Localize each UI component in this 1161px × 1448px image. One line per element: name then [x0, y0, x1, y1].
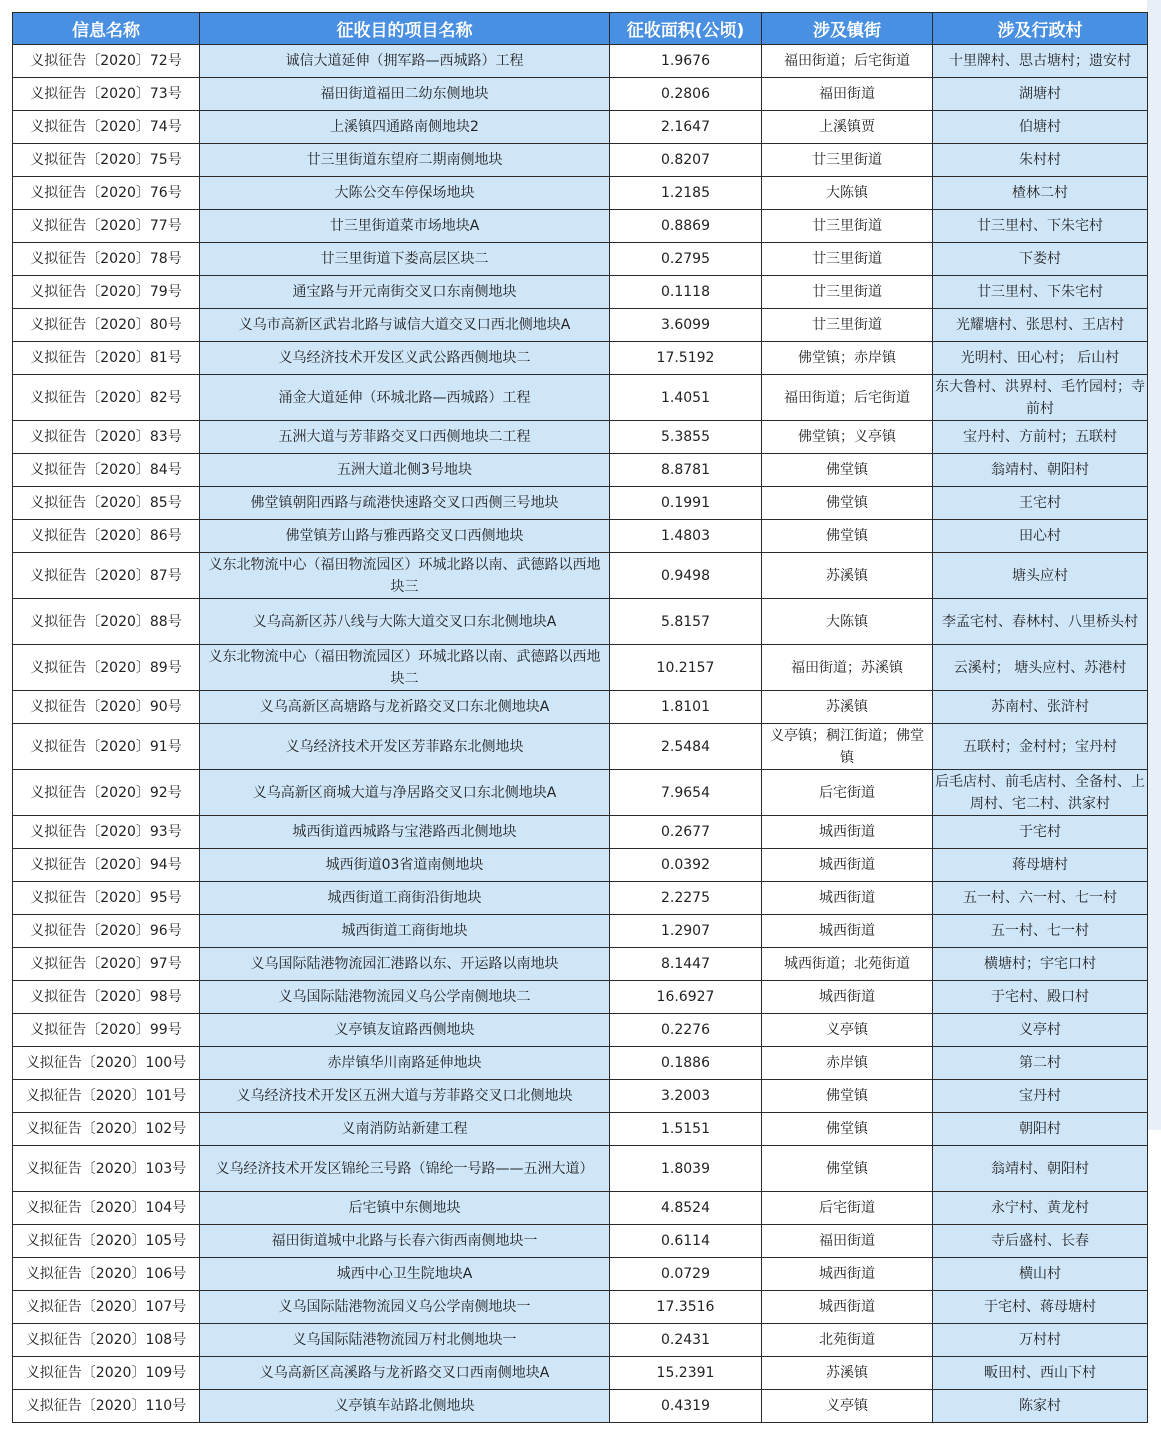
village-cell: 苏南村、张浒村	[933, 691, 1148, 724]
info-cell: 义拟征告〔2020〕104号	[13, 1192, 200, 1225]
area-cell: 5.3855	[610, 421, 762, 454]
town-cell: 佛堂镇；义亭镇	[762, 421, 933, 454]
header-area: 征收面积(公顷)	[610, 13, 762, 45]
table-row	[13, 1225, 1148, 1258]
table-row	[13, 487, 1148, 520]
area-cell: 0.2276	[610, 1014, 762, 1047]
town-cell: 廿三里街道	[762, 144, 933, 177]
area-cell: 7.9654	[610, 770, 762, 816]
village-cell: 朝阳村	[933, 1113, 1148, 1146]
table-row	[13, 45, 1148, 78]
info-cell: 义拟征告〔2020〕86号	[13, 520, 200, 553]
info-cell: 义拟征告〔2020〕98号	[13, 981, 200, 1014]
town-cell: 城西街道	[762, 981, 933, 1014]
area-cell: 0.1991	[610, 487, 762, 520]
table-row	[13, 553, 1148, 599]
info-cell: 义拟征告〔2020〕83号	[13, 421, 200, 454]
table-row	[13, 309, 1148, 342]
town-cell: 赤岸镇	[762, 1047, 933, 1080]
table-row	[13, 1113, 1148, 1146]
info-cell: 义拟征告〔2020〕72号	[13, 45, 200, 78]
town-cell: 城西街道	[762, 882, 933, 915]
town-cell: 城西街道	[762, 849, 933, 882]
info-cell: 义拟征告〔2020〕76号	[13, 177, 200, 210]
table-row	[13, 342, 1148, 375]
area-cell: 0.4319	[610, 1390, 762, 1423]
info-cell: 义拟征告〔2020〕91号	[13, 724, 200, 770]
area-cell: 1.4803	[610, 520, 762, 553]
info-cell: 义拟征告〔2020〕80号	[13, 309, 200, 342]
table-row	[13, 421, 1148, 454]
table-row	[13, 645, 1148, 691]
land-acquisition-table	[12, 12, 1148, 1423]
table-row	[13, 948, 1148, 981]
project-cell: 上溪镇四通路南侧地块2	[200, 111, 610, 144]
info-cell: 义拟征告〔2020〕78号	[13, 243, 200, 276]
area-cell: 15.2391	[610, 1357, 762, 1390]
town-cell: 城西街道	[762, 1258, 933, 1291]
table-row	[13, 454, 1148, 487]
village-cell: 后毛店村、前毛店村、全备村、上周村、宅二村、洪家村	[933, 770, 1148, 816]
village-cell: 宝丹村	[933, 1080, 1148, 1113]
project-cell: 义南消防站新建工程	[200, 1113, 610, 1146]
area-cell: 4.8524	[610, 1192, 762, 1225]
info-cell: 义拟征告〔2020〕89号	[13, 645, 200, 691]
town-cell: 廿三里街道	[762, 309, 933, 342]
table-row	[13, 210, 1148, 243]
table-row	[13, 1192, 1148, 1225]
area-cell: 0.2806	[610, 78, 762, 111]
area-cell: 1.8101	[610, 691, 762, 724]
village-cell: 畈田村、西山下村	[933, 1357, 1148, 1390]
table-body	[13, 45, 1148, 1423]
village-cell: 廿三里村、下朱宅村	[933, 276, 1148, 309]
area-cell: 1.8039	[610, 1146, 762, 1192]
project-cell: 义乌经济技术开发区芳菲路东北侧地块	[200, 724, 610, 770]
project-cell: 城西街道工商街沿街地块	[200, 882, 610, 915]
table-row	[13, 520, 1148, 553]
village-cell: 第二村	[933, 1047, 1148, 1080]
info-cell: 义拟征告〔2020〕110号	[13, 1390, 200, 1423]
town-cell: 福田街道；苏溪镇	[762, 645, 933, 691]
info-cell: 义拟征告〔2020〕81号	[13, 342, 200, 375]
village-cell: 宝丹村、方前村；五联村	[933, 421, 1148, 454]
village-cell: 永宁村、黄龙村	[933, 1192, 1148, 1225]
area-cell: 2.5484	[610, 724, 762, 770]
town-cell: 城西街道；北苑街道	[762, 948, 933, 981]
village-cell: 五一村、六一村、七一村	[933, 882, 1148, 915]
project-cell: 后宅镇中东侧地块	[200, 1192, 610, 1225]
info-cell: 义拟征告〔2020〕94号	[13, 849, 200, 882]
area-cell: 1.9676	[610, 45, 762, 78]
village-cell: 塘头应村	[933, 553, 1148, 599]
info-cell: 义拟征告〔2020〕102号	[13, 1113, 200, 1146]
info-cell: 义拟征告〔2020〕99号	[13, 1014, 200, 1047]
village-cell: 于宅村、殿口村	[933, 981, 1148, 1014]
project-cell: 五洲大道北侧3号地块	[200, 454, 610, 487]
village-cell: 光耀塘村、张思村、王店村	[933, 309, 1148, 342]
info-cell: 义拟征告〔2020〕84号	[13, 454, 200, 487]
info-cell: 义拟征告〔2020〕108号	[13, 1324, 200, 1357]
project-cell: 廿三里街道东望府二期南侧地块	[200, 144, 610, 177]
info-cell: 义拟征告〔2020〕74号	[13, 111, 200, 144]
area-cell: 0.0729	[610, 1258, 762, 1291]
town-cell: 福田街道	[762, 78, 933, 111]
village-cell: 义亭村	[933, 1014, 1148, 1047]
project-cell: 城西街道工商街地块	[200, 915, 610, 948]
project-cell: 城西街道西城路与宝港路西北侧地块	[200, 816, 610, 849]
village-cell: 寺后盛村、长春	[933, 1225, 1148, 1258]
town-cell: 佛堂镇；赤岸镇	[762, 342, 933, 375]
background-strip	[1147, 0, 1161, 1130]
table-row	[13, 78, 1148, 111]
village-cell: 蒋母塘村	[933, 849, 1148, 882]
town-cell: 后宅街道	[762, 770, 933, 816]
project-cell: 义乌高新区苏八线与大陈大道交叉口东北侧地块A	[200, 599, 610, 645]
project-cell: 义乌高新区高塘路与龙祈路交叉口东北侧地块A	[200, 691, 610, 724]
town-cell: 佛堂镇	[762, 454, 933, 487]
village-cell: 万村村	[933, 1324, 1148, 1357]
header-project-name: 征收目的项目名称	[200, 13, 610, 45]
info-cell: 义拟征告〔2020〕103号	[13, 1146, 200, 1192]
header-village: 涉及行政村	[933, 13, 1148, 45]
village-cell: 王宅村	[933, 487, 1148, 520]
town-cell: 城西街道	[762, 1291, 933, 1324]
info-cell: 义拟征告〔2020〕88号	[13, 599, 200, 645]
table-row	[13, 1047, 1148, 1080]
table-row	[13, 691, 1148, 724]
town-cell: 上溪镇贾	[762, 111, 933, 144]
project-cell: 义亭镇车站路北侧地块	[200, 1390, 610, 1423]
town-cell: 大陈镇	[762, 599, 933, 645]
project-cell: 义乌市高新区武岩北路与诚信大道交叉口西北侧地块A	[200, 309, 610, 342]
area-cell: 3.6099	[610, 309, 762, 342]
table-row	[13, 816, 1148, 849]
table-row	[13, 1146, 1148, 1192]
town-cell: 北苑街道	[762, 1324, 933, 1357]
village-cell: 于宅村、蒋母塘村	[933, 1291, 1148, 1324]
town-cell: 义亭镇	[762, 1014, 933, 1047]
table-row	[13, 770, 1148, 816]
project-cell: 五洲大道与芳菲路交叉口西侧地块二工程	[200, 421, 610, 454]
area-cell: 0.8207	[610, 144, 762, 177]
village-cell: 田心村	[933, 520, 1148, 553]
area-cell: 0.1886	[610, 1047, 762, 1080]
area-cell: 2.2275	[610, 882, 762, 915]
table-row	[13, 276, 1148, 309]
village-cell: 李孟宅村、春林村、八里桥头村	[933, 599, 1148, 645]
info-cell: 义拟征告〔2020〕82号	[13, 375, 200, 421]
project-cell: 义乌高新区商城大道与净居路交叉口东北侧地块A	[200, 770, 610, 816]
village-cell: 五一村、七一村	[933, 915, 1148, 948]
project-cell: 福田街道福田二幼东侧地块	[200, 78, 610, 111]
area-cell: 0.9498	[610, 553, 762, 599]
info-cell: 义拟征告〔2020〕85号	[13, 487, 200, 520]
village-cell: 于宅村	[933, 816, 1148, 849]
info-cell: 义拟征告〔2020〕75号	[13, 144, 200, 177]
town-cell: 福田街道；后宅街道	[762, 45, 933, 78]
project-cell: 诚信大道延伸（拥军路—西城路）工程	[200, 45, 610, 78]
area-cell: 0.0392	[610, 849, 762, 882]
header-row	[13, 13, 1148, 45]
village-cell: 东大鲁村、洪界村、毛竹园村；寺前村	[933, 375, 1148, 421]
project-cell: 义乌国际陆港物流园汇港路以东、开运路以南地块	[200, 948, 610, 981]
town-cell: 佛堂镇	[762, 1113, 933, 1146]
project-cell: 义东北物流中心（福田物流园区）环城北路以南、武德路以西地块二	[200, 645, 610, 691]
table-row	[13, 1390, 1148, 1423]
info-cell: 义拟征告〔2020〕73号	[13, 78, 200, 111]
town-cell: 苏溪镇	[762, 691, 933, 724]
area-cell: 10.2157	[610, 645, 762, 691]
area-cell: 0.1118	[610, 276, 762, 309]
info-cell: 义拟征告〔2020〕96号	[13, 915, 200, 948]
project-cell: 佛堂镇朝阳西路与疏港快速路交叉口西侧三号地块	[200, 487, 610, 520]
town-cell: 福田街道	[762, 1225, 933, 1258]
project-cell: 义乌高新区高溪路与龙祈路交叉口西南侧地块A	[200, 1357, 610, 1390]
area-cell: 1.2907	[610, 915, 762, 948]
area-cell: 16.6927	[610, 981, 762, 1014]
project-cell: 廿三里街道菜市场地块A	[200, 210, 610, 243]
table-row	[13, 915, 1148, 948]
area-cell: 0.2431	[610, 1324, 762, 1357]
area-cell: 5.8157	[610, 599, 762, 645]
area-cell: 2.1647	[610, 111, 762, 144]
table-row	[13, 1258, 1148, 1291]
table-row	[13, 981, 1148, 1014]
village-cell: 朱村村	[933, 144, 1148, 177]
area-cell: 17.3516	[610, 1291, 762, 1324]
header-info-name: 信息名称	[13, 13, 200, 45]
town-cell: 佛堂镇	[762, 1080, 933, 1113]
town-cell: 义亭镇；稠江街道；佛堂镇	[762, 724, 933, 770]
info-cell: 义拟征告〔2020〕90号	[13, 691, 200, 724]
project-cell: 涌金大道延伸（环城北路—西城路）工程	[200, 375, 610, 421]
town-cell: 佛堂镇	[762, 1146, 933, 1192]
project-cell: 义乌国际陆港物流园义乌公学南侧地块二	[200, 981, 610, 1014]
table-row	[13, 1080, 1148, 1113]
project-cell: 义乌经济技术开发区五洲大道与芳菲路交叉口北侧地块	[200, 1080, 610, 1113]
village-cell: 十里牌村、思古塘村；遗安村	[933, 45, 1148, 78]
project-cell: 佛堂镇芳山路与雅西路交叉口西侧地块	[200, 520, 610, 553]
table-row	[13, 1014, 1148, 1047]
project-cell: 义乌经济技术开发区锦纶三号路（锦纶一号路——五洲大道）	[200, 1146, 610, 1192]
table-row	[13, 243, 1148, 276]
area-cell: 1.5151	[610, 1113, 762, 1146]
project-cell: 福田街道城中北路与长春六街西南侧地块一	[200, 1225, 610, 1258]
town-cell: 廿三里街道	[762, 276, 933, 309]
village-cell: 陈家村	[933, 1390, 1148, 1423]
town-cell: 义亭镇	[762, 1390, 933, 1423]
info-cell: 义拟征告〔2020〕101号	[13, 1080, 200, 1113]
info-cell: 义拟征告〔2020〕93号	[13, 816, 200, 849]
info-cell: 义拟征告〔2020〕79号	[13, 276, 200, 309]
village-cell: 翁靖村、朝阳村	[933, 1146, 1148, 1192]
project-cell: 城西街道03省道南侧地块	[200, 849, 610, 882]
village-cell: 伯塘村	[933, 111, 1148, 144]
table-row	[13, 882, 1148, 915]
village-cell: 光明村、田心村； 后山村	[933, 342, 1148, 375]
table-row	[13, 599, 1148, 645]
info-cell: 义拟征告〔2020〕87号	[13, 553, 200, 599]
table-row	[13, 1357, 1148, 1390]
table-row	[13, 177, 1148, 210]
info-cell: 义拟征告〔2020〕100号	[13, 1047, 200, 1080]
info-cell: 义拟征告〔2020〕106号	[13, 1258, 200, 1291]
project-cell: 义亭镇友谊路西侧地块	[200, 1014, 610, 1047]
town-cell: 大陈镇	[762, 177, 933, 210]
project-cell: 赤岸镇华川南路延伸地块	[200, 1047, 610, 1080]
area-cell: 0.6114	[610, 1225, 762, 1258]
town-cell: 城西街道	[762, 915, 933, 948]
project-cell: 义东北物流中心（福田物流园区）环城北路以南、武德路以西地块三	[200, 553, 610, 599]
project-cell: 廿三里街道下娄高层区块二	[200, 243, 610, 276]
village-cell: 五联村；金村村；宝丹村	[933, 724, 1148, 770]
table-row	[13, 144, 1148, 177]
town-cell: 苏溪镇	[762, 553, 933, 599]
village-cell: 廿三里村、下朱宅村	[933, 210, 1148, 243]
village-cell: 云溪村； 塘头应村、苏港村	[933, 645, 1148, 691]
village-cell: 湖塘村	[933, 78, 1148, 111]
village-cell: 楂林二村	[933, 177, 1148, 210]
info-cell: 义拟征告〔2020〕92号	[13, 770, 200, 816]
village-cell: 下娄村	[933, 243, 1148, 276]
town-cell: 后宅街道	[762, 1192, 933, 1225]
town-cell: 佛堂镇	[762, 520, 933, 553]
project-cell: 义乌经济技术开发区义武公路西侧地块二	[200, 342, 610, 375]
area-cell: 0.2677	[610, 816, 762, 849]
village-cell: 横塘村；宇宅口村	[933, 948, 1148, 981]
table-row	[13, 1291, 1148, 1324]
info-cell: 义拟征告〔2020〕97号	[13, 948, 200, 981]
project-cell: 大陈公交车停保场地块	[200, 177, 610, 210]
info-cell: 义拟征告〔2020〕107号	[13, 1291, 200, 1324]
project-cell: 义乌国际陆港物流园万村北侧地块一	[200, 1324, 610, 1357]
project-cell: 通宝路与开元南街交叉口东南侧地块	[200, 276, 610, 309]
table-row	[13, 111, 1148, 144]
town-cell: 苏溪镇	[762, 1357, 933, 1390]
area-cell: 3.2003	[610, 1080, 762, 1113]
info-cell: 义拟征告〔2020〕105号	[13, 1225, 200, 1258]
town-cell: 城西街道	[762, 816, 933, 849]
village-cell: 翁靖村、朝阳村	[933, 454, 1148, 487]
table-row	[13, 724, 1148, 770]
area-cell: 1.4051	[610, 375, 762, 421]
info-cell: 义拟征告〔2020〕95号	[13, 882, 200, 915]
info-cell: 义拟征告〔2020〕77号	[13, 210, 200, 243]
table-row	[13, 849, 1148, 882]
town-cell: 福田街道；后宅街道	[762, 375, 933, 421]
header-town: 涉及镇街	[762, 13, 933, 45]
town-cell: 廿三里街道	[762, 243, 933, 276]
area-cell: 0.8869	[610, 210, 762, 243]
village-cell: 横山村	[933, 1258, 1148, 1291]
area-cell: 1.2185	[610, 177, 762, 210]
area-cell: 8.8781	[610, 454, 762, 487]
area-cell: 17.5192	[610, 342, 762, 375]
info-cell: 义拟征告〔2020〕109号	[13, 1357, 200, 1390]
town-cell: 廿三里街道	[762, 210, 933, 243]
table-row	[13, 1324, 1148, 1357]
area-cell: 0.2795	[610, 243, 762, 276]
table-row	[13, 375, 1148, 421]
project-cell: 城西中心卫生院地块A	[200, 1258, 610, 1291]
town-cell: 佛堂镇	[762, 487, 933, 520]
project-cell: 义乌国际陆港物流园义乌公学南侧地块一	[200, 1291, 610, 1324]
area-cell: 8.1447	[610, 948, 762, 981]
